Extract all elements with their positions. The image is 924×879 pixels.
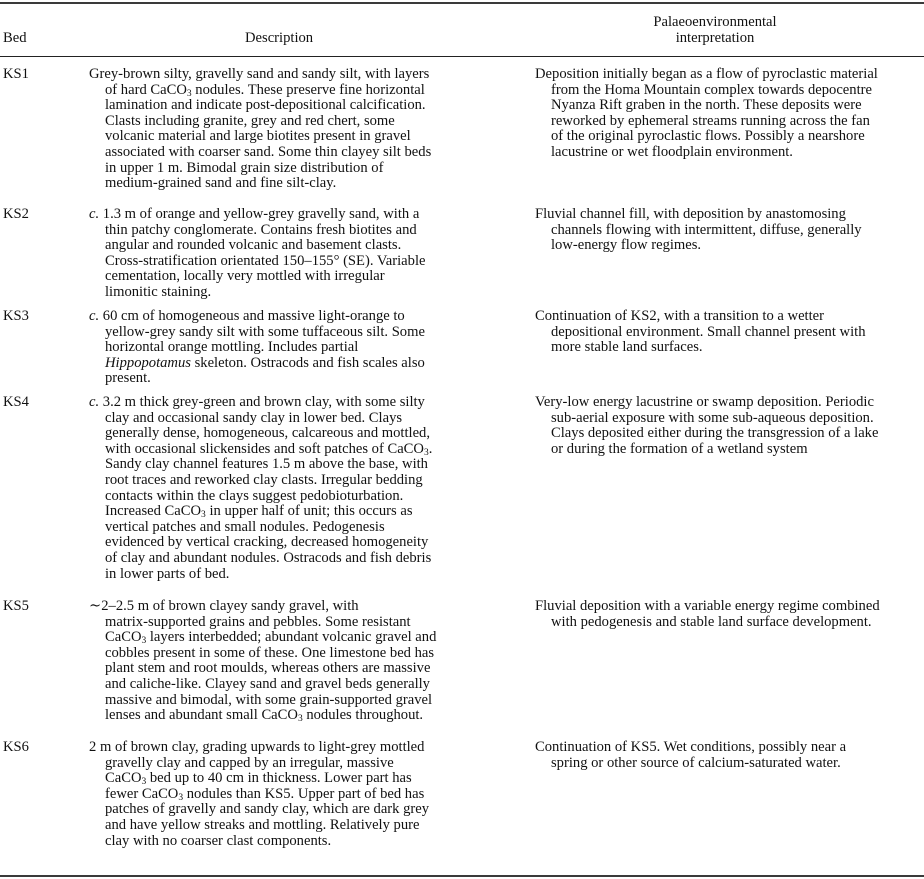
header-description: Description — [245, 30, 314, 46]
header-interpretation — [560, 15, 870, 46]
table-header-rule — [0, 56, 924, 57]
description-line: fewer CaCO$_3$ nodules than KS5. Upper part of bed has — [105, 785, 425, 803]
description-line: c. 3.2 m thick grey-green and brown clay, with some silty — [89, 394, 425, 410]
bed-cell: KS4 — [3, 394, 29, 410]
description-cell — [89, 740, 479, 849]
interpretation-line: Very-low energy lacustrine or swamp deposition. Periodic — [535, 394, 874, 410]
interpretation-line: Nyanza Rift graben in the north. These deposits were — [551, 97, 862, 114]
description-line: lenses and abundant small CaCO$_3$ nodules throughout. — [105, 707, 424, 725]
description-line: Hippopotamus skeleton. Ostracods and fish scales also — [105, 354, 425, 371]
description-line: generally dense, homogeneous, calcareous and mottled, — [105, 425, 431, 442]
description-line: plant stem and root moulds, whereas others are massive — [105, 660, 431, 677]
description-cell — [89, 67, 479, 192]
interpretation-line: Fluvial deposition with a variable energy regime combined — [535, 598, 880, 614]
description-line: in lower parts of bed. — [105, 565, 230, 582]
description-line: limonitic staining. — [105, 283, 212, 300]
interpretation-line: reworked by ephemeral streams running across the fan — [551, 112, 870, 129]
description-cell — [89, 207, 479, 301]
description-line: contacts within the clays suggest pedobioturbation. — [105, 487, 404, 504]
description-line: Cross-stratification orientated 150–155° (SE). Variable — [105, 252, 426, 269]
interpretation-cell — [535, 207, 924, 254]
description-line: ∼2–2.5 m of brown clayey sandy gravel, with — [89, 598, 359, 614]
description-line: cobbles present in some of these. One limestone bed has — [105, 644, 435, 661]
interpretation-line: channels flowing with intermittent, diffuse, generally — [551, 221, 862, 238]
description-line: medium-grained sand and fine silt-clay. — [105, 175, 337, 192]
description-line: of hard CaCO$_3$ nodules. These preserve fine horizontal — [105, 81, 425, 99]
header-interpretation-line2: interpretation — [675, 29, 755, 46]
header-interpretation-line1: Palaeoenvironmental — [653, 14, 777, 30]
description-line: vertical patches and small nodules. Pedogenesis — [105, 518, 385, 535]
description-line: of clay and abundant nodules. Ostracods and fish debris — [105, 549, 432, 566]
description-line: root traces and reworked clay clasts. Irregular bedding — [105, 471, 423, 488]
interpretation-line: of the original pyroclastic flows. Possibly a nearshore — [551, 128, 865, 145]
description-line: volcanic material and large biotites present in gravel — [105, 128, 411, 145]
interpretation-line: spring or other source of calcium-saturated water. — [551, 754, 841, 771]
description-line: with occasional slickensides and soft patches of CaCO$_3$. — [105, 440, 433, 458]
interpretation-line: more stable land surfaces. — [551, 339, 703, 356]
interpretation-line: Fluvial channel fill, with deposition by anastomosing — [535, 206, 846, 222]
description-line: patches of gravelly and sandy clay, which are dark grey — [105, 801, 430, 818]
description-line: Increased CaCO$_3$ in upper half of unit; this occurs as — [105, 503, 413, 521]
table-top-rule — [0, 2, 924, 4]
interpretation-line: Continuation of KS5. Wet conditions, possibly near a — [535, 739, 847, 755]
interpretation-cell — [535, 67, 924, 161]
description-line: gravelly clay and capped by an irregular, massive — [105, 754, 394, 771]
description-line: associated with coarser sand. Some thin clayey silt beds — [105, 143, 432, 160]
description-line: Clasts including granite, grey and red chert, some — [105, 112, 395, 129]
interpretation-line: Deposition initially began as a flow of pyroclastic material — [535, 66, 878, 82]
description-line: and have yellow streaks and mottling. Relatively pure — [105, 816, 420, 833]
interpretation-line: depositional environment. Small channel present with — [551, 323, 866, 340]
description-line: c. 60 cm of homogeneous and massive light-orange to — [89, 308, 405, 324]
description-line: lamination and indicate post-depositional calcification. — [105, 97, 426, 114]
description-cell — [89, 599, 479, 724]
description-line: angular and rounded volcanic and basement clasts. — [105, 237, 402, 254]
interpretation-line: from the Homa Mountain complex towards depocentre — [551, 81, 872, 98]
description-line: in upper 1 m. Bimodal grain size distribution of — [105, 159, 384, 176]
table-bottom-rule — [0, 875, 924, 877]
interpretation-line: Continuation of KS2, with a transition to a wetter — [535, 308, 824, 324]
bed-cell: KS1 — [3, 66, 29, 82]
description-line: clay and occasional sandy clay in lower bed. Clays — [105, 409, 403, 426]
bed-cell: KS6 — [3, 739, 29, 755]
description-line: matrix-supported grains and pebbles. Some resistant — [105, 613, 411, 630]
interpretation-line: sub-aerial exposure with some sub-aqueous deposition. — [551, 409, 874, 426]
bed-cell: KS2 — [3, 206, 29, 222]
description-line: cementation, locally very mottled with irregular — [105, 268, 385, 285]
description-line: massive and bimodal, with some grain-supported gravel — [105, 691, 433, 708]
interpretation-line: low-energy flow regimes. — [551, 237, 702, 254]
description-line: CaCO$_3$ bed up to 40 cm in thickness. Lower part has — [105, 770, 412, 788]
interpretation-cell — [535, 599, 924, 630]
interpretation-line: Clays deposited either during the transgression of a lake — [551, 425, 879, 442]
description-line: Grey-brown silty, gravelly sand and sandy silt, with layers — [89, 66, 430, 82]
description-line: Sandy clay channel features 1.5 m above the base, with — [105, 456, 428, 473]
description-line: thin patchy conglomerate. Contains fresh biotites and — [105, 221, 417, 238]
description-line: clay with no coarser clast components. — [105, 832, 332, 849]
description-line: present. — [105, 370, 151, 387]
description-line: CaCO$_3$ layers interbedded; abundant volcanic gravel and — [105, 629, 437, 647]
description-line: and caliche-like. Clayey sand and gravel beds generally — [105, 675, 430, 692]
header-bed: Bed — [3, 30, 27, 46]
interpretation-line: lacustrine or wet floodplain environment. — [551, 143, 793, 160]
description-line: yellow-grey sandy silt with some tuffaceous silt. Some — [105, 323, 425, 340]
interpretation-cell — [535, 740, 924, 771]
interpretation-cell — [535, 395, 924, 457]
description-line: c. 1.3 m of orange and yellow-grey gravelly sand, with a — [89, 206, 420, 222]
bed-cell: KS5 — [3, 598, 29, 614]
description-cell — [89, 395, 479, 582]
bed-cell: KS3 — [3, 308, 29, 324]
description-line: evidenced by vertical cracking, decreased homogeneity — [105, 534, 429, 551]
description-line: 2 m of brown clay, grading upwards to light-grey mottled — [89, 739, 425, 755]
interpretation-line: with pedogenesis and stable land surface development. — [551, 613, 872, 630]
interpretation-line: or during the formation of a wetland system — [551, 440, 808, 457]
description-cell — [89, 309, 479, 387]
interpretation-cell — [535, 309, 924, 356]
description-line: horizontal orange mottling. Includes partial — [105, 339, 359, 356]
